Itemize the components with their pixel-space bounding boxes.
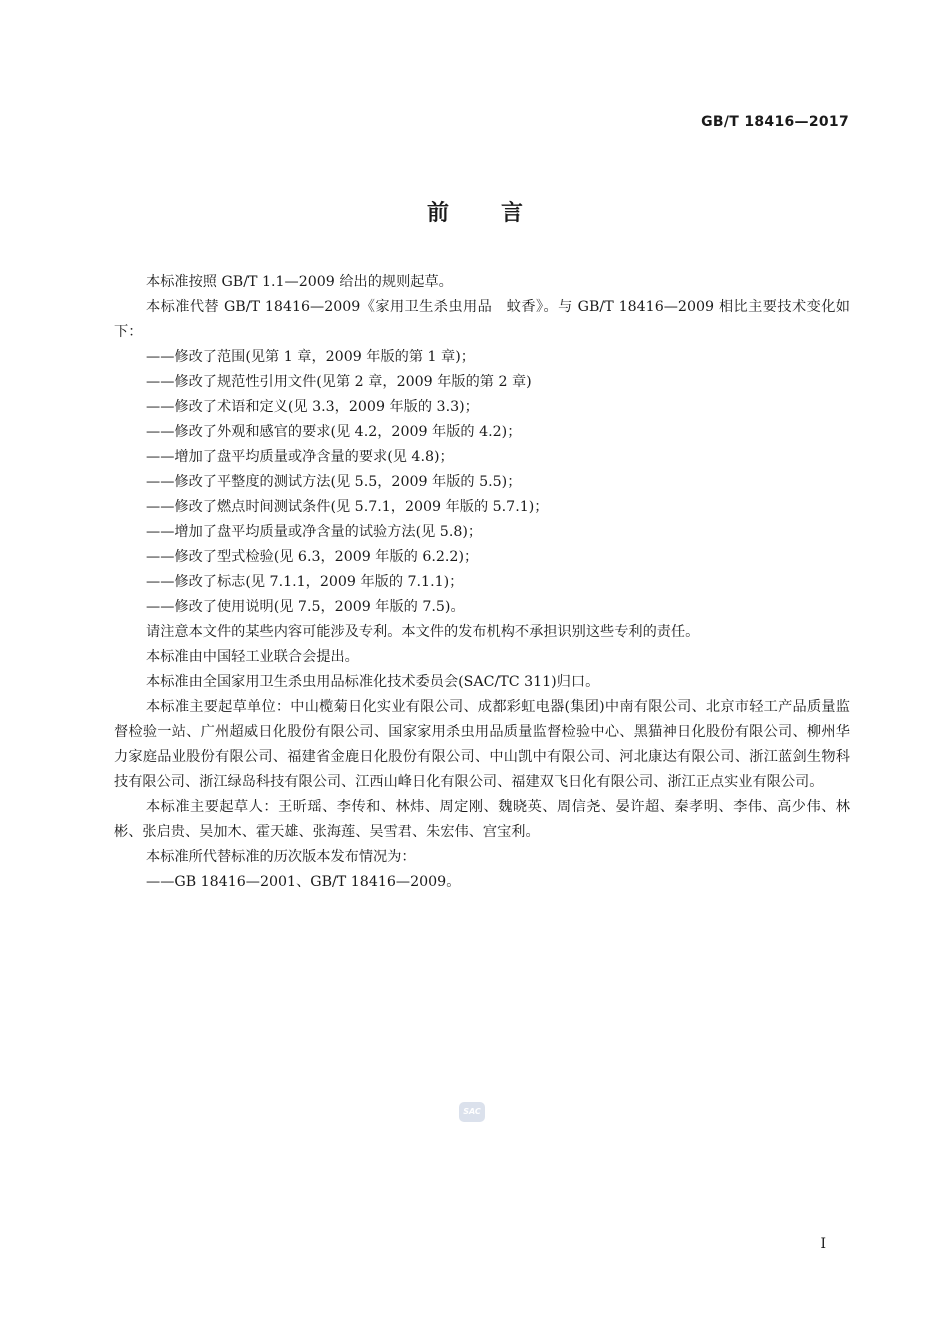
change-item: ——增加了盘平均质量或净含量的试验方法(见 5.8)； (146, 524, 483, 540)
change-item: ——修改了规范性引用文件(见第 2 章，2009 年版的第 2 章) (146, 374, 532, 390)
paragraph: 本标准主要起草单位：中山榄菊日化实业有限公司、成都彩虹电器(集团)中南有限公司、北京市轻工产品质量监督检验一站、广州超威日化股份有限公司、国家家用杀虫用品质量监督检验中心、黑猫神日化股份有限公司、柳州华力家庭品业股份有限公司、福建省金鹿日化股份有限公司、中山凯中有限公司、河北康达有限公司、浙江蓝剑生物科技有限公司、浙江绿岛科技有限公司、江西山峰日化有限公司、福建双飞日化有限公司、浙江正点实业有限公司。 (114, 699, 850, 790)
change-item: ——修改了标志(见 7.1.1，2009 年版的 7.1.1)； (146, 574, 464, 590)
paragraph: ——GB 18416—2001、GB/T 18416—2009。 (146, 874, 461, 890)
paragraph: 本标准代替 GB/T 18416—2009《家用卫生杀虫用品 蚊香》。与 GB/T 18416—2009 相比主要技术变化如下： (114, 299, 850, 340)
paragraph: 本标准由中国轻工业联合会提出。 (146, 649, 359, 665)
document-body (114, 270, 850, 895)
paragraph: 请注意本文件的某些内容可能涉及专利。本文件的发布机构不承担识别这些专利的责任。 (146, 624, 700, 640)
change-item: ——修改了外观和感官的要求(见 4.2，2009 年版的 4.2)； (146, 424, 522, 440)
page-title: 前言 (426, 201, 575, 226)
change-item: ——修改了范围(见第 1 章，2009 年版的第 1 章)； (146, 349, 475, 365)
sac-logo-icon: SAC (459, 1102, 485, 1122)
change-item: ——修改了型式检验(见 6.3，2009 年版的 6.2.2)； (146, 549, 479, 565)
change-item: ——修改了平整度的测试方法(见 5.5，2009 年版的 5.5)； (146, 474, 522, 490)
change-item: ——修改了使用说明(见 7.5，2009 年版的 7.5)。 (146, 599, 465, 615)
paragraph: 本标准主要起草人：王昕瑶、李传和、林炜、周定刚、魏晓英、周信尧、晏许超、秦孝明、李伟、高少伟、林彬、张启贵、吴加木、霍天雄、张海莲、吴雪君、朱宏伟、宫宝利。 (114, 799, 850, 840)
paragraph: 本标准所代替标准的历次版本发布情况为： (146, 849, 416, 865)
change-item: ——修改了术语和定义(见 3.3，2009 年版的 3.3)； (146, 399, 479, 415)
paragraph: 本标准由全国家用卫生杀虫用品标准化技术委员会(SAC/TC 311)归口。 (146, 674, 600, 690)
standard-number: GB/T 18416—2017 (701, 114, 849, 130)
paragraph: 本标准按照 GB/T 1.1—2009 给出的规则起草。 (146, 274, 453, 290)
page-number: I (820, 1236, 826, 1252)
change-item: ——增加了盘平均质量或净含量的要求(见 4.8)； (146, 449, 454, 465)
change-item: ——修改了燃点时间测试条件(见 5.7.1，2009 年版的 5.7.1)； (146, 499, 549, 515)
